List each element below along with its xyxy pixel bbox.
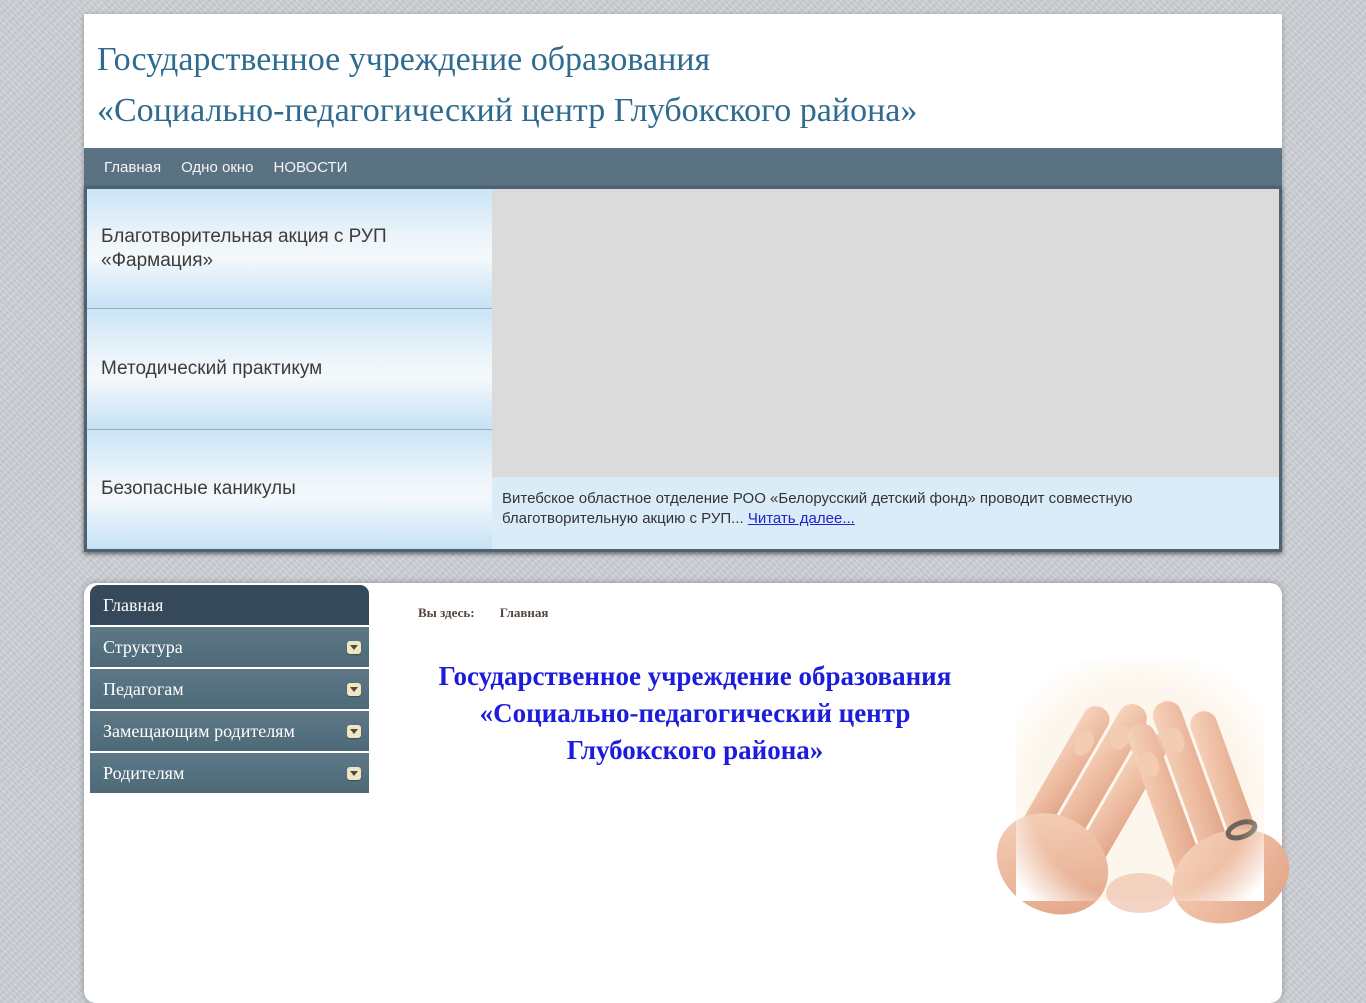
sidebar-item-label: Родителям	[103, 762, 185, 783]
news-slider-tabs	[87, 189, 492, 549]
sidebar-item-substitute-parents[interactable]	[90, 711, 369, 751]
news-slider	[84, 186, 1282, 552]
page-title-line1: Государственное учреждение образования	[438, 661, 952, 691]
chevron-down-icon[interactable]	[347, 725, 361, 738]
breadcrumb-label: Вы здесь:	[418, 605, 475, 620]
chevron-down-icon[interactable]	[347, 683, 361, 696]
sidebar-item-structure[interactable]	[90, 627, 369, 667]
chevron-down-icon[interactable]	[347, 641, 361, 654]
sidebar-item-parents[interactable]	[90, 753, 369, 793]
slider-tab-label: Безопасные каникулы	[101, 478, 296, 500]
hands-photo	[1016, 661, 1264, 901]
page-title	[384, 658, 1006, 769]
main-content-section	[84, 583, 1282, 1003]
page-title-line3: Глубокского района»	[566, 735, 824, 765]
site-header-section	[84, 14, 1282, 552]
sidebar-item-label: Структура	[103, 636, 183, 657]
site-title-line1: Государственное учреждение образования	[97, 41, 711, 78]
sidebar-item-label: Педагогам	[103, 678, 184, 699]
sidebar-menu	[90, 585, 369, 795]
news-slider-main	[492, 189, 1279, 549]
read-more-link[interactable]: Читать далее...	[747, 510, 855, 527]
site-title	[84, 14, 1282, 148]
slider-tab-charity[interactable]	[87, 189, 492, 309]
sidebar-item-home[interactable]	[90, 585, 369, 625]
breadcrumb-current[interactable]: Главная	[499, 605, 549, 620]
slider-caption	[492, 477, 1279, 549]
sidebar-item-label: Главная	[103, 594, 164, 615]
page-content	[384, 583, 1282, 1003]
sidebar-item-teachers[interactable]	[90, 669, 369, 709]
nav-item-news[interactable]: НОВОСТИ	[273, 158, 348, 176]
chevron-down-icon[interactable]	[347, 767, 361, 780]
nav-item-one-window[interactable]: Одно окно	[181, 158, 254, 176]
site-title-line2: «Социально-педагогический центр Глубокского района»	[97, 92, 918, 129]
slider-tab-workshop[interactable]	[87, 309, 492, 429]
page-title-line2: «Социально-педагогический центр	[479, 698, 911, 728]
slider-caption-text: Витебское областное отделение РОО «Белорусский детский фонд» проводит совместную благотворительную акцию с РУП...	[502, 490, 1133, 527]
slider-image-placeholder	[492, 189, 1279, 477]
slider-tab-label: Методический практикум	[101, 357, 323, 379]
main-nav	[84, 148, 1282, 186]
nav-item-home[interactable]: Главная	[104, 158, 162, 176]
slider-tab-holidays[interactable]	[87, 430, 492, 549]
slider-tab-label: Благотворительная акция с РУП «Фармация»	[101, 225, 387, 271]
breadcrumb	[418, 583, 1282, 621]
sidebar-item-label: Замещающим родителям	[103, 720, 295, 741]
